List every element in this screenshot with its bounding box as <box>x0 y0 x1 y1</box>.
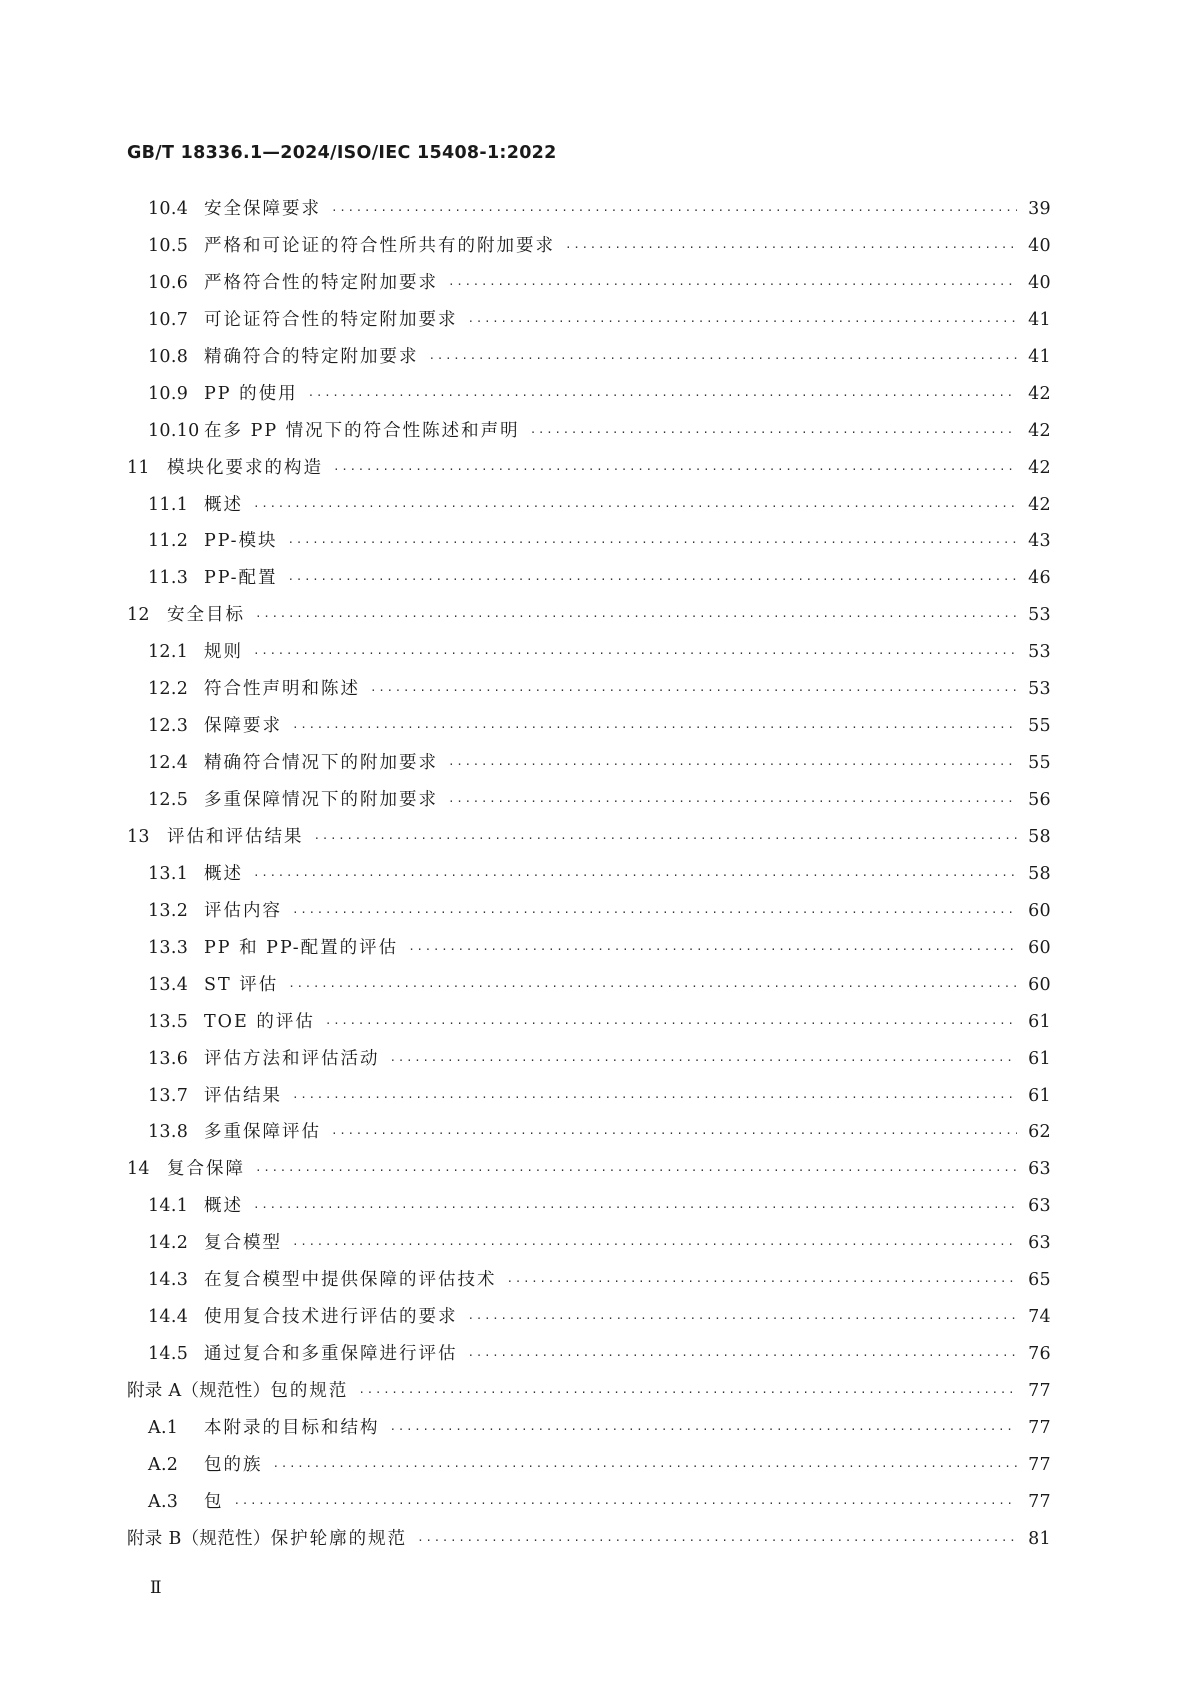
toc-entry-number: A.2 <box>148 1454 179 1475</box>
toc-entry-page: 60 <box>1028 974 1051 995</box>
toc-entry-number: 11 <box>127 457 150 478</box>
toc-entry-page: 55 <box>1028 716 1051 737</box>
toc-entry[interactable] <box>127 191 1051 228</box>
toc-entry-number: 10.4 <box>148 199 189 219</box>
toc-entry-page: 40 <box>1028 272 1051 293</box>
toc-entry-page: 42 <box>1028 494 1051 515</box>
toc-entry[interactable] <box>127 1114 1051 1151</box>
toc-entry-number: 13.8 <box>148 1122 189 1143</box>
toc-entry[interactable] <box>127 708 1051 745</box>
toc-entry-number: 10.8 <box>148 346 189 367</box>
toc-entry[interactable] <box>127 634 1051 671</box>
dot-leader <box>390 1043 1018 1080</box>
dot-leader <box>331 193 1017 230</box>
toc-entry-title: ST 评估 <box>204 974 279 995</box>
toc-entry-page: 39 <box>1028 199 1051 219</box>
toc-entry-number: 13.6 <box>148 1048 189 1069</box>
dot-leader <box>429 341 1018 378</box>
toc-entry-title: 多重保障情况下的附加要求 <box>204 790 438 810</box>
toc-entry-title: 评估内容 <box>204 900 282 921</box>
toc-entry-title: 保障要求 <box>204 716 282 737</box>
toc-entry-page: 42 <box>1028 383 1051 404</box>
toc-entry-number: 10.6 <box>148 272 189 293</box>
dot-leader <box>253 489 1017 526</box>
dot-leader <box>448 267 1017 304</box>
toc-entry-page: 77 <box>1028 1381 1051 1401</box>
toc-entry-number: 附录 A（规范性） <box>127 1381 271 1401</box>
toc-entry-title: 安全目标 <box>167 605 245 626</box>
toc-entry-title: 评估结果 <box>204 1085 282 1106</box>
toc-entry-number: 12.3 <box>148 716 189 737</box>
toc-entry-page: 56 <box>1028 790 1051 810</box>
toc-entry-title: 概述 <box>204 863 243 884</box>
toc-entry-title: 包 <box>204 1491 224 1512</box>
toc-entry-page: 76 <box>1028 1344 1051 1365</box>
toc-entry-title: 可论证符合性的特定附加要求 <box>204 309 458 330</box>
toc-entry-page: 42 <box>1028 420 1051 441</box>
toc-entry-title: TOE 的评估 <box>204 1011 315 1032</box>
toc-entry[interactable] <box>127 1447 1051 1484</box>
dot-leader <box>253 636 1017 673</box>
dot-leader <box>448 784 1017 821</box>
toc-entry-number: 12.1 <box>148 642 189 663</box>
toc-entry[interactable] <box>127 1336 1051 1373</box>
toc-entry[interactable] <box>127 745 1051 782</box>
toc-entry-number: 13.1 <box>148 863 189 884</box>
toc-entry-number: 13.7 <box>148 1085 189 1106</box>
toc-entry-number: 12.2 <box>148 679 189 700</box>
toc-entry-page: 58 <box>1028 826 1051 847</box>
dot-leader <box>417 1523 1017 1560</box>
toc-entry[interactable] <box>127 671 1051 708</box>
toc-entry-number: 11.2 <box>148 531 189 552</box>
toc-entry[interactable] <box>127 893 1051 930</box>
toc-entry-title: 复合模型 <box>204 1233 282 1254</box>
toc-entry-number: 14.4 <box>148 1307 189 1328</box>
toc-entry-page: 74 <box>1028 1307 1051 1328</box>
toc-entry[interactable] <box>127 265 1051 302</box>
toc-entry-number: 10.10 <box>148 420 200 441</box>
dot-leader <box>370 673 1017 710</box>
dot-leader <box>308 378 1017 415</box>
toc-entry-title: PP-配置 <box>204 568 278 589</box>
toc-entry[interactable] <box>127 930 1051 967</box>
dot-leader <box>530 415 1017 452</box>
toc-entry-page: 65 <box>1028 1270 1051 1291</box>
toc-entry[interactable] <box>127 782 1051 819</box>
toc-entry-page: 77 <box>1028 1491 1051 1512</box>
toc-entry-page: 43 <box>1028 531 1051 552</box>
toc-entry-page: 63 <box>1028 1233 1051 1254</box>
toc-entry-number: 11.1 <box>148 494 189 515</box>
toc-entry-page: 60 <box>1028 937 1051 958</box>
dot-leader <box>292 710 1017 747</box>
toc-entry-page: 63 <box>1028 1196 1051 1217</box>
toc-entry-title: 评估方法和评估活动 <box>204 1048 380 1069</box>
toc-entry-page: 53 <box>1028 605 1051 626</box>
dot-leader <box>288 562 1017 599</box>
toc-entry-title: 严格和可论证的符合性所共有的附加要求 <box>204 235 555 256</box>
toc-entry-title: PP-模块 <box>204 531 278 552</box>
dot-leader <box>468 304 1018 341</box>
toc-entry-number: 10.9 <box>148 383 189 404</box>
toc-entry[interactable] <box>127 967 1051 1004</box>
toc-entry-page: 46 <box>1028 568 1051 589</box>
toc-entry-title: 使用复合技术进行评估的要求 <box>204 1307 458 1328</box>
toc-entry-page: 53 <box>1028 642 1051 663</box>
toc-entry-number: 10.7 <box>148 309 189 330</box>
toc-entry[interactable] <box>127 819 1051 856</box>
toc-entry-title: 概述 <box>204 494 243 515</box>
toc-entry-page: 42 <box>1028 457 1051 478</box>
toc-entry[interactable] <box>127 1262 1051 1299</box>
toc-entry-page: 81 <box>1028 1528 1051 1549</box>
toc-entry-page: 61 <box>1028 1048 1051 1069</box>
toc-entry[interactable] <box>127 1225 1051 1262</box>
toc-entry-page: 61 <box>1028 1085 1051 1106</box>
dot-leader <box>288 525 1017 562</box>
toc-entry[interactable] <box>127 376 1051 413</box>
toc-entry-number: 12 <box>127 605 150 626</box>
toc-entry-number: 13.3 <box>148 937 189 958</box>
toc-entry[interactable] <box>127 1041 1051 1078</box>
dot-leader <box>408 932 1017 969</box>
page-folio: Ⅱ <box>150 1578 163 1598</box>
toc-entry[interactable] <box>127 228 1051 265</box>
toc-entry-number: 14.1 <box>148 1196 189 1217</box>
toc-entry[interactable] <box>127 1078 1051 1115</box>
toc-entry-title: 本附录的目标和结构 <box>204 1417 380 1438</box>
toc-entry-number: 13.4 <box>148 974 189 995</box>
toc-entry-page: 77 <box>1028 1417 1051 1438</box>
toc-entry-page: 63 <box>1028 1159 1051 1180</box>
dot-leader <box>314 821 1018 858</box>
toc-entry[interactable] <box>127 1151 1051 1188</box>
dot-leader <box>292 1227 1017 1264</box>
toc-entry-title: 严格符合性的特定附加要求 <box>204 272 438 293</box>
toc-entry-page: 60 <box>1028 900 1051 921</box>
toc-entry-title: 在复合模型中提供保障的评估技术 <box>204 1270 497 1291</box>
dot-leader <box>253 1190 1017 1227</box>
dot-leader <box>507 1264 1018 1301</box>
toc-entry-page: 53 <box>1028 679 1051 700</box>
toc-entry[interactable] <box>127 1299 1051 1336</box>
toc-entry[interactable] <box>127 487 1051 524</box>
toc-entry-number: 10.5 <box>148 235 189 256</box>
toc-entry-number: 11.3 <box>148 568 189 589</box>
dot-leader <box>333 452 1017 489</box>
toc-entry-number: 14 <box>127 1159 150 1180</box>
table-of-contents <box>127 191 1051 1558</box>
toc-entry-page: 61 <box>1028 1011 1051 1032</box>
toc-entry-title: 概述 <box>204 1196 243 1217</box>
toc-entry[interactable] <box>127 1484 1051 1521</box>
dot-leader <box>468 1301 1018 1338</box>
toc-entry[interactable] <box>127 1521 1051 1558</box>
toc-entry-title: 符合性声明和陈述 <box>204 679 360 700</box>
dot-leader <box>234 1486 1018 1523</box>
dot-leader <box>255 599 1017 636</box>
toc-entry-number: 13.5 <box>148 1011 189 1032</box>
toc-entry-title: 复合保障 <box>167 1159 245 1180</box>
toc-entry-number: 14.5 <box>148 1344 189 1365</box>
dot-leader <box>288 969 1017 1006</box>
toc-entry-title: 通过复合和多重保障进行评估 <box>204 1344 458 1365</box>
toc-entry[interactable] <box>127 1410 1051 1447</box>
toc-entry[interactable] <box>127 523 1051 560</box>
toc-entry[interactable] <box>127 339 1051 376</box>
toc-entry[interactable] <box>127 560 1051 597</box>
toc-entry-title: 评估和评估结果 <box>167 826 304 847</box>
toc-entry-page: 41 <box>1028 346 1051 367</box>
toc-entry-number: A.3 <box>148 1491 179 1512</box>
toc-entry[interactable] <box>127 450 1051 487</box>
toc-entry-number: 12.4 <box>148 753 189 774</box>
toc-entry-page: 62 <box>1028 1122 1051 1143</box>
dot-leader <box>325 1006 1017 1043</box>
dot-leader <box>390 1412 1018 1449</box>
toc-entry-title: 安全保障要求 <box>204 199 321 219</box>
toc-entry[interactable] <box>127 856 1051 893</box>
toc-entry[interactable] <box>127 1373 1051 1410</box>
toc-entry-number: 13.2 <box>148 900 189 921</box>
toc-entry[interactable] <box>127 597 1051 634</box>
toc-entry-title: 精确符合情况下的附加要求 <box>204 753 438 774</box>
toc-entry-number: A.1 <box>148 1417 179 1438</box>
toc-entry-page: 58 <box>1028 863 1051 884</box>
toc-entry[interactable] <box>127 413 1051 450</box>
toc-entry-title: PP 的使用 <box>204 383 298 404</box>
toc-entry[interactable] <box>127 1188 1051 1225</box>
toc-entry-number: 附录 B（规范性） <box>127 1528 271 1549</box>
document-header: GB/T 18336.1—2024/ISO/IEC 15408-1:2022 <box>127 143 557 163</box>
toc-entry-page: 55 <box>1028 753 1051 774</box>
toc-entry[interactable] <box>127 302 1051 339</box>
dot-leader <box>448 747 1017 784</box>
toc-entry-title: 保护轮廓的规范 <box>270 1528 408 1549</box>
toc-entry-title: 在多 PP 情况下的符合性陈述和声明 <box>204 420 520 441</box>
dot-leader <box>273 1449 1018 1486</box>
toc-entry-number: 12.5 <box>148 790 189 810</box>
toc-entry-number: 14.3 <box>148 1270 189 1291</box>
dot-leader <box>331 1116 1017 1153</box>
toc-entry-title: 包的规范 <box>270 1381 349 1401</box>
toc-entry-title: 模块化要求的构造 <box>167 457 323 478</box>
dot-leader <box>292 1080 1017 1117</box>
dot-leader <box>253 858 1017 895</box>
toc-entry-number: 14.2 <box>148 1233 189 1254</box>
toc-entry-title: 包的族 <box>204 1454 263 1475</box>
toc-entry-title: 多重保障评估 <box>204 1122 321 1143</box>
dot-leader <box>358 1375 1017 1412</box>
dot-leader <box>292 895 1017 932</box>
toc-entry-page: 41 <box>1028 309 1051 330</box>
toc-entry[interactable] <box>127 1004 1051 1041</box>
toc-entry-title: PP 和 PP-配置的评估 <box>204 937 399 958</box>
toc-entry-page: 77 <box>1028 1454 1051 1475</box>
dot-leader <box>468 1338 1018 1375</box>
toc-entry-number: 13 <box>127 826 150 847</box>
dot-leader <box>255 1153 1017 1190</box>
toc-entry-title: 精确符合的特定附加要求 <box>204 346 419 367</box>
toc-entry-page: 40 <box>1028 235 1051 256</box>
dot-leader <box>565 230 1017 267</box>
toc-entry-title: 规则 <box>204 642 243 663</box>
